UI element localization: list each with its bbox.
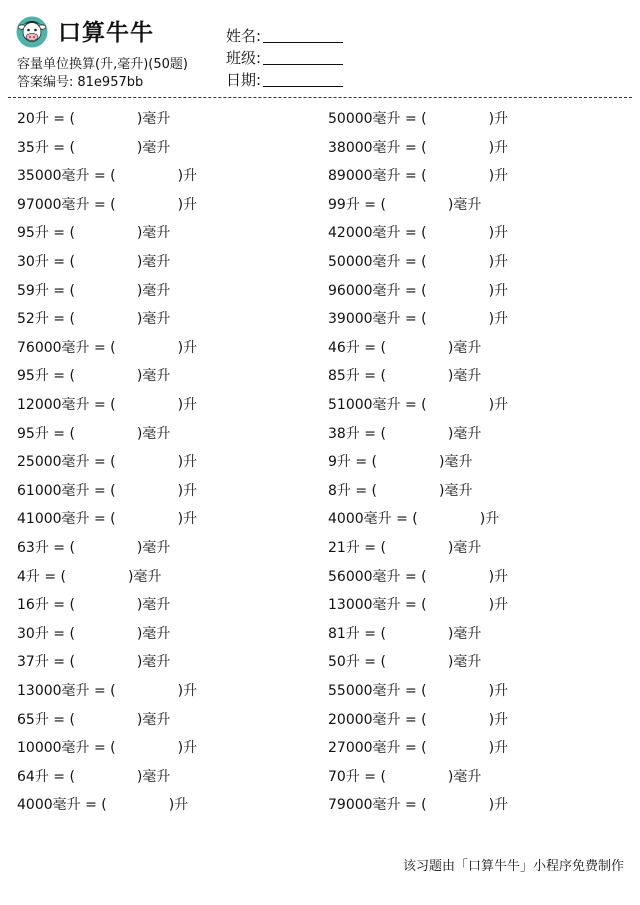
problem-item [328,280,508,302]
problem-prefix: 95升 = ( [17,225,75,242]
problem-suffix: )毫升 [136,311,171,328]
problem-item [328,222,508,244]
problem-item [17,508,197,530]
problem-prefix: 65升 = ( [17,711,75,728]
problem-suffix: )升 [168,797,189,814]
problem-item [17,766,170,788]
problem-item [17,451,197,473]
problem-suffix: )毫升 [136,111,171,127]
problem-suffix: )升 [177,168,198,185]
problem-item [17,680,197,702]
problem-item [328,251,508,273]
problem-prefix: 81升 = ( [328,625,386,642]
problem-prefix: 38000毫升 = ( [328,139,427,156]
problem-suffix: )毫升 [136,711,171,728]
problem-suffix: )升 [488,254,509,270]
problem-item [328,794,508,816]
problem-suffix: )升 [488,397,509,413]
class-label: 班级: [226,49,262,67]
problem-prefix: 63升 = ( [17,540,75,556]
problem-suffix: )毫升 [136,225,171,242]
problem-suffix: )毫升 [439,454,473,471]
date-label: 日期: [226,71,262,89]
problem-item [17,709,170,731]
problem-prefix: 37升 = ( [17,654,75,671]
problem-suffix: )毫升 [447,540,482,556]
problem-suffix: )升 [177,196,198,213]
problem-item [17,251,170,273]
problem-suffix: )升 [488,597,509,614]
problem-item [328,623,481,645]
problem-suffix: )毫升 [128,568,162,585]
problem-prefix: 20升 = ( [17,111,75,127]
problem-suffix: )升 [177,511,198,528]
name-blank-line [263,28,343,43]
problem-item [328,194,481,216]
problem-item [328,709,508,731]
problem-prefix: 4000毫升 = ( [328,511,418,528]
problem-prefix: 95升 = ( [17,425,75,442]
problem-prefix: 46升 = ( [328,339,386,356]
problem-item [328,594,508,616]
problem-item [17,308,170,330]
problem-item [17,737,197,759]
problem-item [17,623,170,645]
problem-suffix: )升 [488,568,509,585]
problem-prefix: 30升 = ( [17,254,75,270]
problem-item [328,480,472,502]
problem-item [328,766,481,788]
name-field [226,25,343,46]
problem-prefix: 89000毫升 = ( [328,168,427,185]
problem-item [17,394,197,416]
problem-prefix: 41000毫升 = ( [17,511,116,528]
problem-item [17,480,197,502]
problem-item [328,566,508,588]
problem-prefix: 61000毫升 = ( [17,482,116,499]
problem-prefix: 64升 = ( [17,768,75,785]
problem-suffix: )毫升 [447,654,482,671]
class-blank-line [263,50,343,65]
problem-suffix: )升 [177,454,198,471]
problem-prefix: 50000毫升 = ( [328,111,427,127]
problem-prefix: 95升 = ( [17,368,75,385]
problem-item [17,222,170,244]
problem-item [328,737,508,759]
problem-item [328,651,481,673]
problem-suffix: )升 [177,683,198,699]
answer-code-label: 答案编号: [17,75,74,90]
answer-code-value: 81e957bb [77,75,144,90]
problem-prefix: 99升 = ( [328,196,386,213]
header-divider [8,97,632,98]
problem-suffix: )毫升 [136,282,171,299]
problem-item [17,194,197,216]
problem-suffix: )升 [488,139,509,156]
problem-item [17,280,170,302]
problem-suffix: )毫升 [447,196,482,213]
problem-item [328,394,508,416]
problem-suffix: )毫升 [136,254,171,270]
problem-suffix: )升 [488,168,509,185]
problem-suffix: )升 [177,740,198,757]
problem-prefix: 51000毫升 = ( [328,397,427,413]
problem-prefix: 70升 = ( [328,768,386,785]
problem-suffix: )毫升 [447,339,482,356]
problem-item [17,165,197,187]
problem-suffix: )毫升 [136,540,171,556]
problem-prefix: 38升 = ( [328,425,386,442]
problem-prefix: 20000毫升 = ( [328,711,427,728]
problem-suffix: )毫升 [447,425,482,442]
problem-item [328,537,481,559]
problem-prefix: 76000毫升 = ( [17,339,116,356]
problem-item [17,651,170,673]
problem-suffix: )毫升 [136,139,171,156]
problem-prefix: 50000毫升 = ( [328,254,427,270]
problem-suffix: )升 [488,311,509,328]
problem-item [328,337,481,359]
name-label: 姓名: [226,27,262,45]
problem-item [328,137,508,159]
problem-suffix: )毫升 [447,625,482,642]
problem-item [17,137,170,159]
problem-prefix: 16升 = ( [17,597,75,614]
problem-item [328,365,481,387]
problem-prefix: 39000毫升 = ( [328,311,427,328]
problem-prefix: 35升 = ( [17,139,75,156]
problem-suffix: )升 [488,683,509,699]
problem-prefix: 96000毫升 = ( [328,282,427,299]
problem-item [17,108,170,130]
problem-item [17,365,170,387]
problem-suffix: )毫升 [439,482,473,499]
problem-suffix: )升 [488,282,509,299]
problem-prefix: 13000毫升 = ( [328,597,427,614]
problem-suffix: )毫升 [447,768,482,785]
problem-prefix: 50升 = ( [328,654,386,671]
problem-prefix: 79000毫升 = ( [328,797,427,814]
problem-prefix: 13000毫升 = ( [17,683,116,699]
problem-item [17,537,170,559]
date-blank-line [263,72,343,87]
date-field [226,69,343,90]
problem-suffix: )升 [488,111,509,127]
problem-suffix: )毫升 [136,768,171,785]
problem-prefix: 52升 = ( [17,311,75,328]
problem-prefix: 4升 = ( [17,568,66,585]
problem-item [328,451,472,473]
cow-logo-icon [16,16,48,48]
problem-prefix: 42000毫升 = ( [328,225,427,242]
problem-item [17,794,188,816]
app-title: 口算牛牛 [58,20,154,46]
problem-suffix: )毫升 [136,625,171,642]
problem-prefix: 27000毫升 = ( [328,740,427,757]
problem-suffix: )升 [177,339,198,356]
problem-suffix: )升 [488,225,509,242]
problem-prefix: 55000毫升 = ( [328,683,427,699]
problem-suffix: )升 [177,397,198,413]
problem-prefix: 8升 = ( [328,482,377,499]
problem-prefix: 9升 = ( [328,454,377,471]
class-field [226,47,343,68]
problem-prefix: 25000毫升 = ( [17,454,116,471]
problem-item [17,566,161,588]
problem-suffix: )毫升 [136,425,171,442]
problem-item [328,680,508,702]
problem-prefix: 21升 = ( [328,540,386,556]
problem-prefix: 85升 = ( [328,368,386,385]
problem-prefix: 35000毫升 = ( [17,168,116,185]
problem-prefix: 59升 = ( [17,282,75,299]
problem-suffix: )升 [488,797,509,814]
problem-prefix: 97000毫升 = ( [17,196,116,213]
problem-prefix: 4000毫升 = ( [17,797,107,814]
problem-item [17,423,170,445]
problem-suffix: )毫升 [447,368,482,385]
problem-prefix: 10000毫升 = ( [17,740,116,757]
problem-suffix: )升 [479,511,500,528]
problem-prefix: 12000毫升 = ( [17,397,116,413]
problem-prefix: 56000毫升 = ( [328,568,427,585]
problem-suffix: )升 [488,711,509,728]
problem-prefix: 30升 = ( [17,625,75,642]
problem-item [17,594,170,616]
problem-item [328,508,499,530]
problem-suffix: )升 [177,482,198,499]
problem-item [17,337,197,359]
problem-item [328,108,508,130]
problem-item [328,423,481,445]
problem-suffix: )毫升 [136,368,171,385]
problem-suffix: )毫升 [136,654,171,671]
footer-credit: 该习题由「口算牛牛」小程序免费制作 [402,859,624,874]
worksheet-subtitle: 容量单位换算(升,毫升)(50题) [17,57,188,72]
problem-suffix: )毫升 [136,597,171,614]
problem-item [328,165,508,187]
problem-item [328,308,508,330]
answer-code [17,71,143,90]
problem-suffix: )升 [488,740,509,757]
